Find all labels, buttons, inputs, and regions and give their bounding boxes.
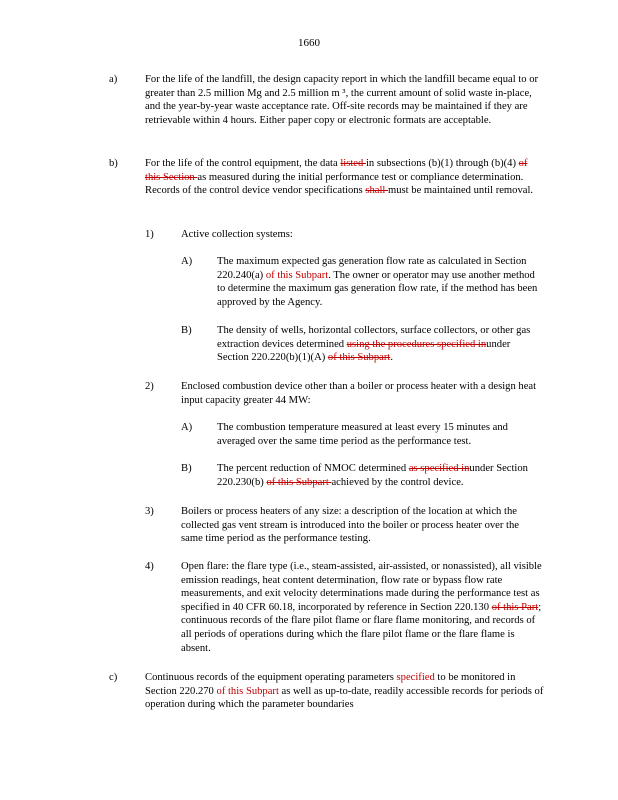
item-2-text: Enclosed combustion device other than a boiler or process heater with a design heat input capacity greater 44 MW: <box>181 381 537 406</box>
item-3-text: Boilers or process heaters of any size: a description of the location at which the collected gas vent stream is introduced into the boiler or process heater over the same time period as the performance testing. <box>181 506 519 545</box>
text-run: . <box>390 352 393 364</box>
item-2B-label: B) <box>181 463 192 474</box>
section-c-text <box>145 671 545 712</box>
text-run: Continuous records of the equipment operating parameters <box>145 672 397 683</box>
item-2B-text <box>217 462 547 489</box>
item-1A-label: A) <box>181 256 193 267</box>
section-b-text <box>145 157 545 198</box>
section-b-label: b) <box>109 158 118 169</box>
text-run: . The owner or operator may use another method to determine the maximum gas generation flow rate, if the method has been approved by the Agency. <box>217 269 538 308</box>
item-2-label: 2) <box>145 381 154 392</box>
section-a-label: a) <box>109 74 118 85</box>
item-1B-label: B) <box>181 325 192 336</box>
deleted-text: of this Part <box>491 601 539 613</box>
text-run: Open flare: the flare type (i.e., steam-assisted, air-assisted, or nonassisted), all visible emission readings, heat content determination, flow rate or bypass flow rate measurements, and exit velocity determinations made during the performance test as specified in 40 CFR 60.18, incorporated by reference in Section 220.130 <box>181 561 542 613</box>
deleted-text: of this Subpart <box>266 476 332 488</box>
deleted-text: shall <box>365 185 389 197</box>
text-run: as measured during the initial performance test or compliance determination. Records of the control device vendor specifications <box>145 171 524 197</box>
deleted-text: using the procedures specified in <box>346 338 487 350</box>
item-4-label: 4) <box>145 561 154 572</box>
text-run: in subsections (b)(1) through (b)(4) <box>365 158 519 169</box>
deleted-text: of this Section <box>145 158 528 183</box>
text-run: under Section 220.220(b)(1)(A) <box>217 338 511 364</box>
item-3-label: 3) <box>145 506 154 517</box>
deleted-text: as specified in <box>408 463 470 474</box>
deleted-text: of this Subpart <box>327 352 391 364</box>
inserted-text: specified <box>396 672 435 683</box>
text-run: as well as up-to-date, readily accessible records for periods of operation during which the parameter boundaries <box>145 685 544 711</box>
section-c-label: c) <box>109 672 118 683</box>
item-2A-label: A) <box>181 422 193 433</box>
text-run: The density of wells, horizontal collectors, surface collectors, or other gas extraction devices determined <box>217 325 531 350</box>
text-run: to be monitored in Section 220.270 <box>145 672 516 697</box>
item-2A-text: The combustion temperature measured at least every 15 minutes and averaged over the same time period as the performance test. <box>217 422 508 447</box>
item-1A-text <box>217 255 542 309</box>
item-1-text: Active collection systems: <box>181 229 293 240</box>
deleted-text: listed <box>340 158 366 169</box>
text-run: under Section 220.230(b) <box>217 463 528 488</box>
text-run: must be maintained until removal. <box>388 185 534 197</box>
text-run: The maximum expected gas generation flow rate as calculated in Section 220.240(a) <box>217 256 527 281</box>
item-4-text <box>181 560 546 655</box>
text-run: For the life of the control equipment, the data <box>145 158 341 169</box>
section-a-text: For the life of the landfill, the design capacity report in which the landfill became equal to or greater than 2.5 million Mg and 2.5 million m ³, the current amount of solid waste in-place, and the year-by-year waste acceptance rate. Off-site records may be maintained if they are retrievable within 4 hours. Either paper copy or electronic formats are acceptable. <box>145 74 539 126</box>
inserted-text: of this Subpart <box>216 685 279 697</box>
item-1B-text <box>217 324 542 365</box>
item-1-label: 1) <box>145 229 154 240</box>
page-number: 1660 <box>298 37 320 49</box>
inserted-text: of this Subpart <box>265 269 329 281</box>
text-run: achieved by the control device. <box>331 476 464 488</box>
text-run: The percent reduction of NMOC determined <box>217 463 409 474</box>
text-run: ; continuous records of the flare pilot flame or flare flame monitoring, and records of all periods of operations during which the flare pilot flame or the flare flame is absent. <box>181 601 542 654</box>
